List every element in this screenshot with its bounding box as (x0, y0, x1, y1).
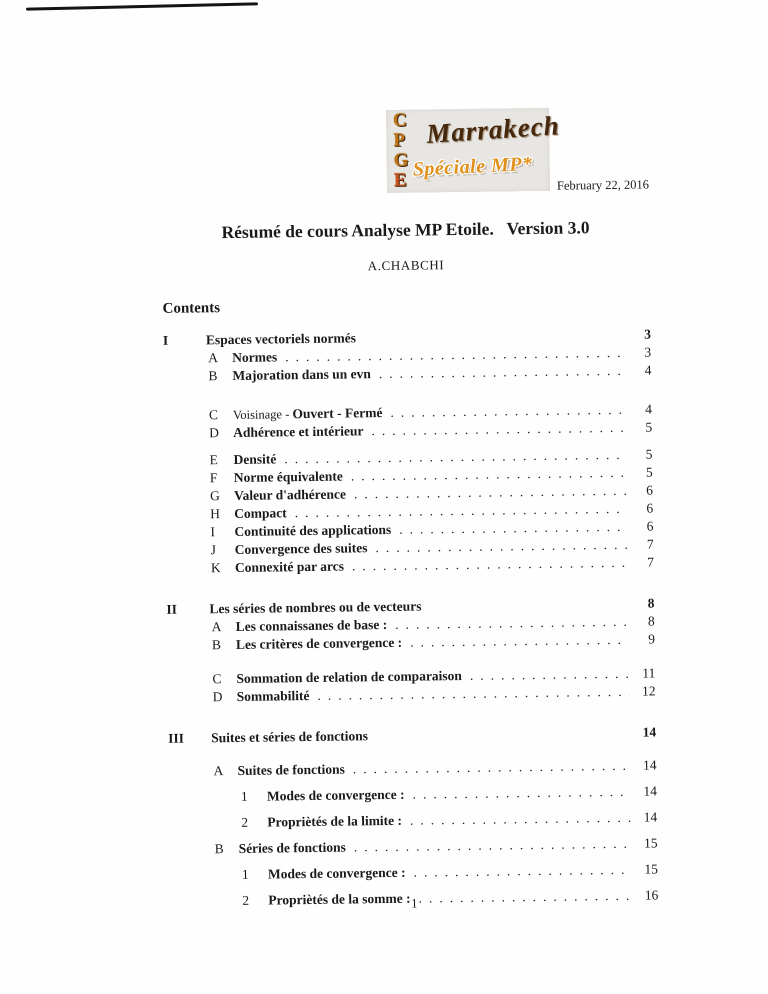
dot-leader (470, 665, 630, 685)
toc-entry-label: Norme équivalente (233, 468, 343, 485)
toc-page-number: 15 (643, 835, 658, 851)
toc-entry-letter: A (213, 763, 224, 779)
toc-entry-label: Les connaissanes de base : (235, 616, 388, 634)
toc-subentry-number: 2 (241, 814, 249, 830)
toc-section-III (168, 723, 656, 747)
toc-entry-label: Normes (232, 349, 278, 365)
toc-entry-label (233, 404, 383, 424)
toc-entry-label: Continuité des applications (234, 521, 392, 539)
logo-letter-p: P (393, 129, 406, 151)
toc-page-number: 5 (645, 446, 653, 462)
toc-entry-label: Les critères de convergence : (235, 634, 403, 652)
toc-entry-letter: K (210, 560, 221, 576)
toc-page-number: 8 (647, 595, 655, 611)
table-of-contents (163, 325, 659, 910)
toc-entry-label: Sommabilité (236, 688, 310, 704)
toc-entry-letter: B (214, 841, 224, 857)
page-number: 1 (411, 895, 418, 911)
toc-subentry (169, 782, 657, 806)
logo-letter-c: C (392, 109, 407, 131)
toc-entry-letter: C (212, 671, 222, 687)
document-date: February 22, 2016 (556, 177, 650, 193)
dot-leader (353, 757, 631, 779)
toc-entry-label: Convergence des suites (234, 540, 368, 557)
toc-subentry-number: 1 (241, 866, 249, 882)
toc-page-number: 3 (644, 326, 652, 342)
toc-page-number: 15 (644, 861, 659, 877)
toc-page-number: 4 (645, 401, 653, 417)
dot-leader (412, 783, 631, 804)
toc-entry-letter: D (209, 425, 220, 441)
toc-page-number: 14 (642, 757, 657, 773)
toc-page-number: 16 (644, 887, 659, 903)
logo-cpge-letters (393, 111, 409, 191)
document-author: A.CHABCHI (367, 257, 445, 274)
toc-entry-label: Adhérence et intérieur (233, 423, 364, 440)
toc-page-number: 4 (644, 362, 652, 378)
toc-subentry (170, 860, 658, 884)
toc-subentry-label: Modes de convergence : (267, 864, 406, 882)
toc-entry-letter: J (210, 542, 217, 558)
toc-entry-label: Séries de fonctions (238, 839, 346, 856)
toc-entry-letter: E (209, 452, 218, 468)
logo-subtitle-text: Spéciale MP* (412, 152, 534, 181)
toc-subentry-label: Modes de convergence : (266, 786, 405, 804)
toc-page-number: 5 (645, 419, 653, 435)
spacer (422, 608, 633, 611)
toc-entry-label: Valeur d'adhérence (233, 486, 346, 503)
toc-entry-label-prefix: Voisinage - (232, 407, 293, 422)
toc-subentry-number: 1 (240, 788, 248, 804)
toc-entry-label-main: Ouvert - Fermé (292, 405, 383, 422)
dot-leader (352, 554, 628, 576)
toc-entry-label: Majoration dans un evn (232, 366, 371, 383)
logo-brand-text: Marrakech (425, 110, 561, 149)
toc-page-number: 5 (645, 464, 653, 480)
logo-letter-g: G (393, 149, 409, 171)
dot-leader (410, 631, 629, 652)
toc-entry (170, 834, 658, 858)
toc-entry-label: Sommation de relation de comparaison (236, 668, 462, 686)
toc-entry-letter: F (209, 470, 218, 486)
toc-page-number: 14 (643, 809, 658, 825)
toc-entry-letter: A (211, 619, 222, 635)
toc-page-number: 6 (646, 518, 654, 534)
toc-entry-letter: A (208, 350, 219, 366)
toc-section-label: Espaces vectoriels normés (205, 330, 357, 348)
toc-entry-letter: D (212, 689, 223, 705)
spacer (368, 737, 634, 740)
logo-letter-e: E (393, 169, 407, 191)
toc-entry-label: Densité (233, 451, 277, 467)
document-title: Résumé de cours Analyse MP Etoile. Version 3.0 (221, 217, 590, 243)
toc-subentry (169, 808, 657, 832)
spacer (356, 339, 629, 343)
dot-leader (379, 362, 626, 383)
toc-page-number: 7 (647, 554, 655, 570)
toc-entry-letter: G (209, 488, 220, 504)
toc-entry-label: Suites de fonctions (237, 761, 345, 778)
toc-subentry-number: 2 (242, 892, 250, 908)
toc-page-number: 12 (642, 683, 656, 699)
toc-entry-label: Connexité par arcs (234, 558, 345, 575)
toc-page-number: 6 (646, 500, 654, 516)
toc-page-number: 7 (646, 536, 654, 552)
dot-leader (354, 835, 632, 857)
toc-page-number: 3 (644, 344, 652, 360)
toc-page-number: 14 (643, 783, 658, 799)
toc-entry-letter: H (210, 506, 221, 522)
toc-page-number: 8 (647, 613, 655, 629)
dot-leader (413, 861, 632, 882)
toc-page-number: 9 (648, 631, 656, 647)
contents-heading: Contents (162, 300, 221, 317)
toc-entry-letter: I (210, 524, 216, 540)
dot-leader (317, 683, 629, 705)
toc-section-number: III (168, 730, 185, 746)
toc-subentry-label: Propriètés de la somme : (268, 890, 411, 908)
toc-section-number: I (162, 332, 169, 348)
toc-entry (169, 756, 657, 780)
toc-section-label: Suites et séries de fonctions (211, 728, 368, 746)
toc-entry-letter: B (211, 637, 222, 653)
dot-leader (371, 419, 626, 440)
toc-entry-label: Compact (234, 505, 287, 521)
toc-entry-letter: C (208, 407, 219, 423)
toc-subentry-label: Propriètés de la limite : (267, 812, 403, 830)
toc-section-number: II (166, 601, 178, 617)
toc-entry-letter: B (208, 368, 218, 384)
toc-page-number: 11 (642, 665, 656, 681)
dot-leader (410, 809, 631, 830)
toc-page-number: 6 (646, 482, 654, 498)
toc-section-label: Les séries de nombres ou de vecteurs (209, 598, 422, 617)
toc-page-number: 14 (642, 724, 657, 740)
